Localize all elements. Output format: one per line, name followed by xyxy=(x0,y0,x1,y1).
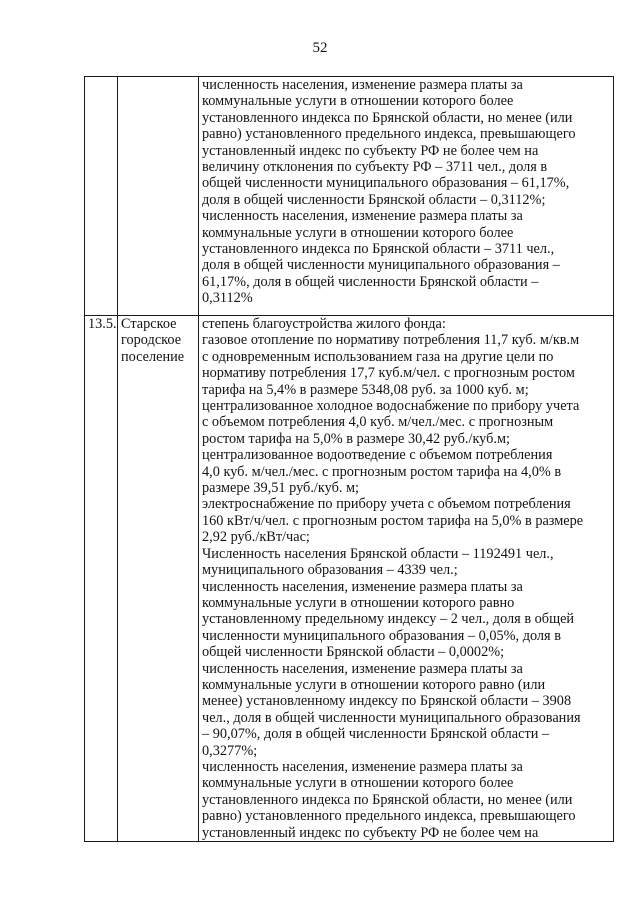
table-row xyxy=(85,316,614,842)
text-line: централизованное холодное водоснабжение по прибору учета xyxy=(202,398,580,415)
settlement-name-line: Старское xyxy=(121,316,177,332)
text-line: коммунальные услуги в отношении которого более xyxy=(202,775,514,792)
text-line: установленный индекс по субъекту РФ не более чем на xyxy=(202,824,539,841)
text-line: равно) установленного предельного индекса, превышающего xyxy=(202,126,576,143)
text-line: общей численности Брянской области – 0,0002%; xyxy=(202,644,505,661)
text-line: установленного индекса по Брянской области, но менее (или xyxy=(202,109,573,126)
text-line: установленному предельному индексу – 2 чел., доля в общей xyxy=(202,611,575,628)
text-line: коммунальные услуги в отношении которого более xyxy=(202,93,514,110)
text-line: 61,17%, доля в общей численности Брянской области – xyxy=(202,273,539,290)
text-line: величину отклонения по субъекту РФ – 3711 чел., доля в xyxy=(202,159,548,176)
text-line: электроснабжение по прибору учета с объемом потребления xyxy=(202,496,571,513)
text-line: доля в общей численности Брянской области – 0,3112%; xyxy=(202,191,546,208)
text-line: 0,3112% xyxy=(202,290,253,307)
text-line: – 90,07%, доля в общей численности Брянской области – xyxy=(202,726,550,743)
text-line: численность населения, изменение размера платы за xyxy=(202,77,523,93)
text-line: численность населения, изменение размера платы за xyxy=(202,578,523,595)
text-line: численность населения, изменение размера платы за xyxy=(202,208,523,225)
text-line: доля в общей численности муниципального образования – xyxy=(202,257,560,274)
text-line: установленный индекс по субъекту РФ не более чем на xyxy=(202,142,539,159)
text-line: ростом тарифа на 5,0% в размере 30,42 руб./куб.м; xyxy=(202,430,511,447)
settlement-name-line: городское xyxy=(121,332,182,349)
text-line: численность населения, изменение размера платы за xyxy=(202,758,523,775)
text-line: равно) установленного предельного индекса, превышающего xyxy=(202,808,576,825)
text-line: 160 кВт/ч/чел. с прогнозным ростом тарифа на 5,0% в размере xyxy=(202,512,584,529)
text-line: газовое отопление по нормативу потребления 11,7 куб. м/кв.м xyxy=(202,332,580,349)
settlement-name-cell xyxy=(118,316,199,842)
row-number-cell: 13.5. xyxy=(85,316,118,842)
text-line: нормативу потребления 17,7 куб.м/чел. с прогнозным ростом xyxy=(202,365,575,382)
settlement-name-cell xyxy=(118,77,199,316)
text-line: размере 39,51 руб./куб. м; xyxy=(202,480,360,497)
text-line: 0,3277%; xyxy=(202,742,258,759)
text-line: общей численности муниципального образования – 61,17%, xyxy=(202,175,570,192)
text-line: муниципального образования – 4339 чел.; xyxy=(202,562,458,579)
settlement-name-line: поселение xyxy=(121,348,185,365)
text-line: тарифа на 5,4% в размере 5348,08 руб. за 1000 куб. м; xyxy=(202,381,529,398)
text-line: установленного индекса по Брянской области, но менее (или xyxy=(202,791,573,808)
text-line: 2,92 руб./кВт/час; xyxy=(202,529,310,546)
text-line: установленного индекса по Брянской области – 3711 чел., xyxy=(202,241,555,258)
text-line: с объемом потребления 4,0 куб. м/чел./мес. с прогнозным xyxy=(202,414,554,431)
text-line: чел., доля в общей численности муниципального образования xyxy=(202,709,581,726)
text-line: степень благоустройства жилого фонда: xyxy=(202,316,446,332)
text-line: 4,0 куб. м/чел./мес. с прогнозным ростом тарифа на 4,0% в xyxy=(202,463,562,480)
text-line: коммунальные услуги в отношении которого более xyxy=(202,224,514,241)
row-number-cell xyxy=(85,77,118,316)
page-number: 52 xyxy=(312,40,328,56)
text-line: централизованное водоотведение с объемом потребления xyxy=(202,447,553,464)
data-table xyxy=(84,76,614,842)
text-line: с одновременным использованием газа на другие цели по xyxy=(202,348,554,365)
text-line: Численность населения Брянской области – 1192491 чел., xyxy=(202,545,554,562)
text-line: коммунальные услуги в отношении которого равно (или xyxy=(202,676,546,693)
text-line: коммунальные услуги в отношении которого равно xyxy=(202,594,515,611)
text-line: численности муниципального образования – 0,05%, доля в xyxy=(202,627,561,644)
row-text-cell xyxy=(199,316,614,842)
text-line: менее) установленному индексу по Брянской области – 3908 xyxy=(202,693,572,710)
table-row xyxy=(85,77,614,316)
row-text-cell xyxy=(199,77,614,316)
text-line: численность населения, изменение размера платы за xyxy=(202,660,523,677)
